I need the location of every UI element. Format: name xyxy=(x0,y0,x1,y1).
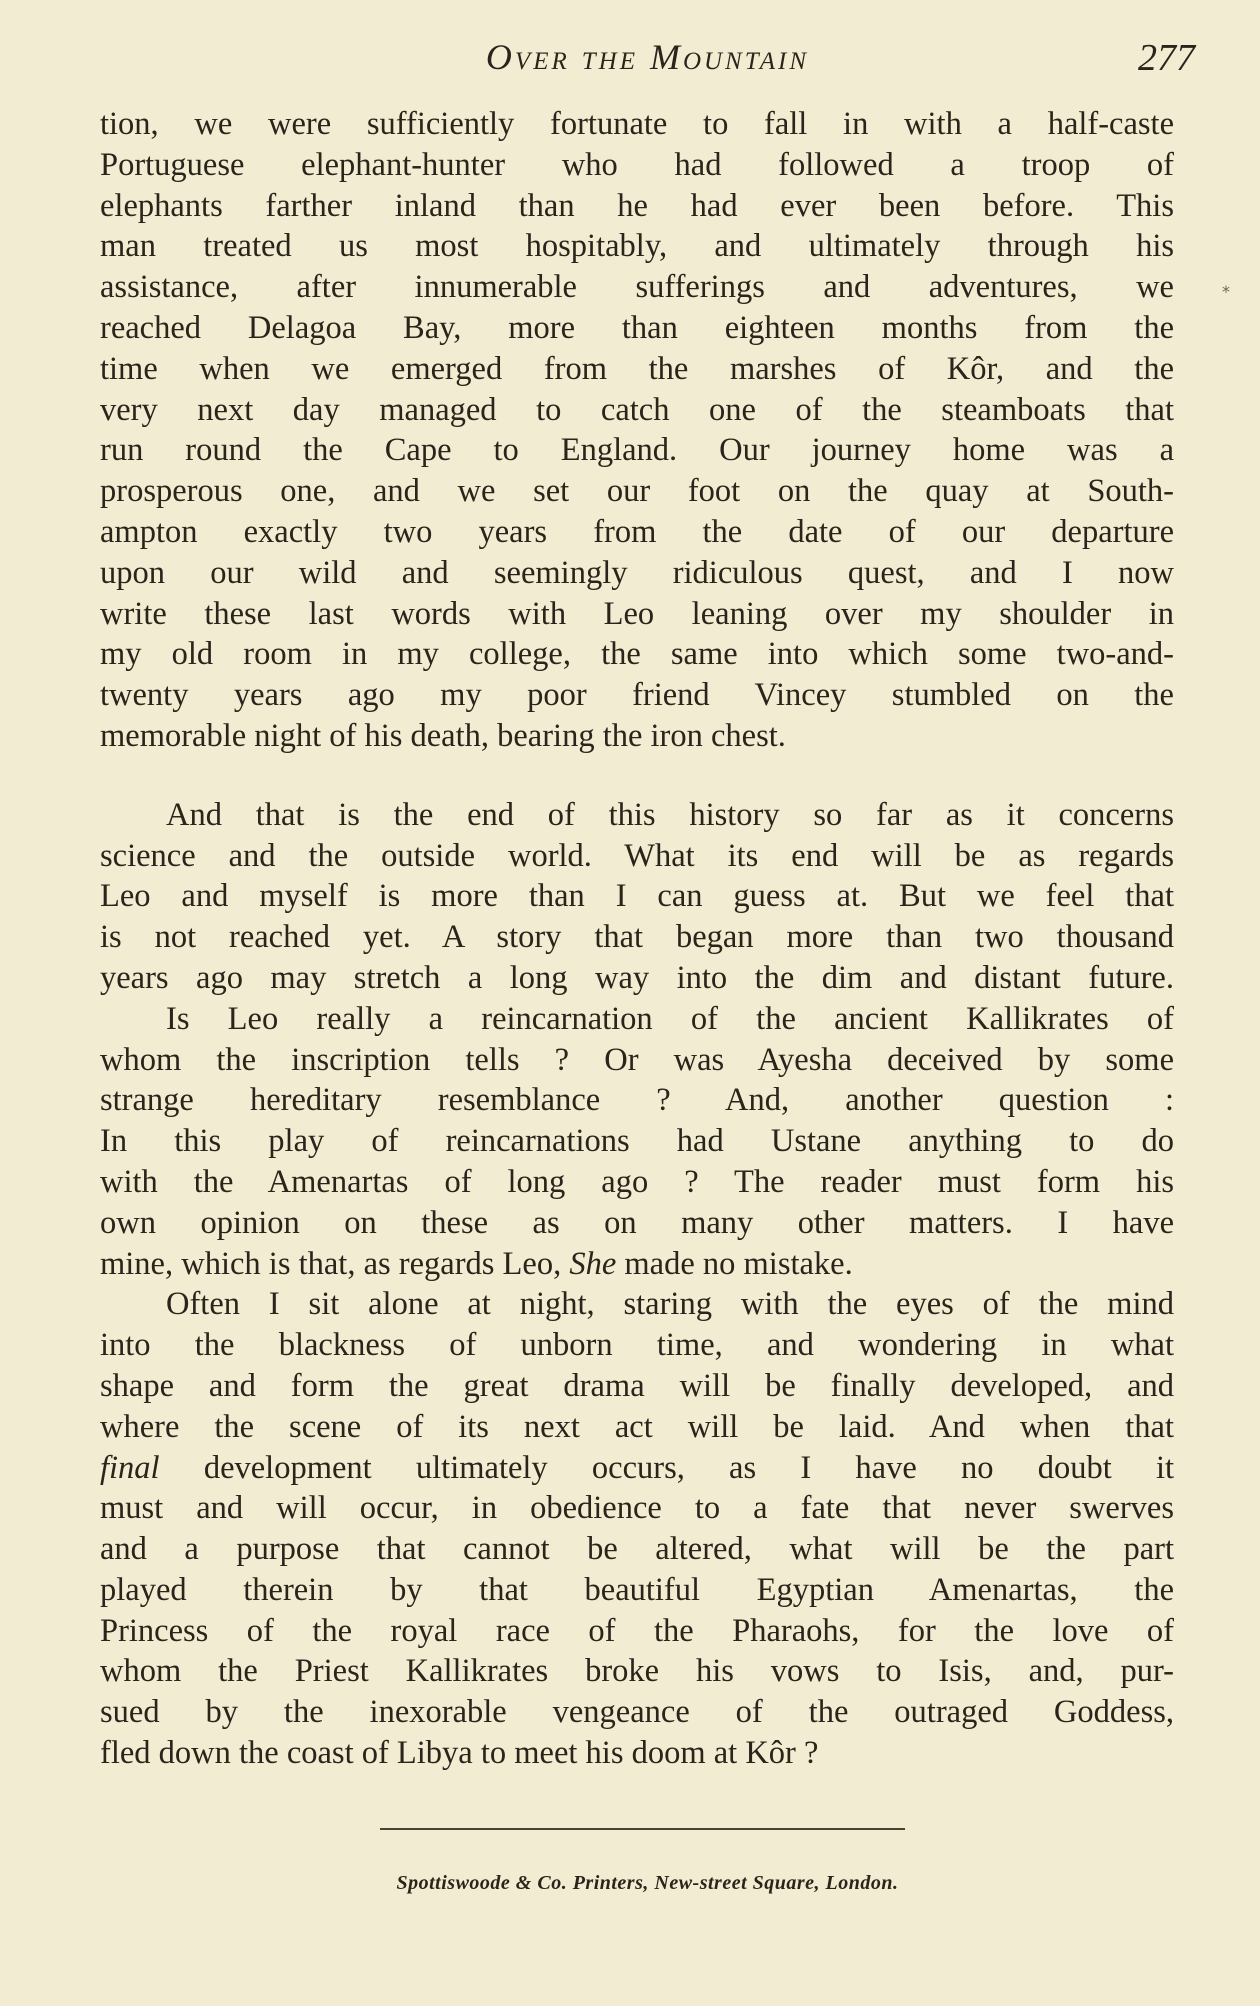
printer-imprint: Spottiswoode & Co. Printers, New-street Square, London. xyxy=(396,1872,899,1894)
text-line: and a purpose that cannot be altered, what will be the part xyxy=(100,1531,1174,1568)
text-line: upon our wild and seemingly ridiculous quest, and I now xyxy=(100,554,1174,591)
text-line: prosperous one, and we set our foot on the quay at South- xyxy=(100,473,1174,510)
text-line: Is Leo really a reincarnation of the ancient Kallikrates of xyxy=(166,1000,1174,1037)
text-line: final development ultimately occurs, as I have no doubt it xyxy=(100,1449,1174,1486)
text-line: is not reached yet. A story that began more than two thousand xyxy=(100,919,1174,956)
text-line: years ago may stretch a long way into the dim and distant future. xyxy=(100,959,1174,996)
text-line: own opinion on these as on many other matters. I have xyxy=(100,1204,1174,1241)
running-head xyxy=(100,36,1195,96)
text-line: science and the outside world. What its end will be as regards xyxy=(100,837,1174,874)
text-line: Leo and myself is more than I can guess at. But we feel that xyxy=(100,878,1174,915)
text-line: Portuguese elephant-hunter who had followed a troop of xyxy=(100,146,1174,183)
text-line: where the scene of its next act will be laid. And when that xyxy=(100,1408,1174,1445)
text-line: elephants farther inland than he had ever been before. This xyxy=(100,187,1174,224)
text-line: write these last words with Leo leaning over my shoulder in xyxy=(100,595,1174,632)
text-line: whom the Priest Kallikrates broke his vows to Isis, and, pur- xyxy=(100,1653,1174,1690)
text-line: sued by the inexorable vengeance of the outraged Goddess, xyxy=(100,1694,1174,1731)
text-line: my old room in my college, the same into which some two-and- xyxy=(100,636,1174,673)
text-line: mine, which is that, as regards Leo, She made no mistake. xyxy=(100,1245,853,1282)
text-line: In this play of reincarnations had Ustane anything to do xyxy=(100,1123,1174,1160)
text-line: strange hereditary resemblance ? And, another question : xyxy=(100,1082,1174,1119)
running-title: Over the Mountain xyxy=(485,37,810,77)
text-line: tion, we were sufficiently fortunate to fall in with a half-caste xyxy=(100,106,1174,142)
text-line: very next day managed to catch one of the steamboats that xyxy=(100,391,1174,428)
text-line: memorable night of his death, bearing the iron chest. xyxy=(100,717,786,754)
text-line: Princess of the royal race of the Pharaohs, for the love of xyxy=(100,1612,1174,1649)
text-line: ampton exactly two years from the date of our departure xyxy=(100,513,1174,550)
text-line: run round the Cape to England. Our journey home was a xyxy=(100,432,1174,469)
text-line: must and will occur, in obedience to a fate that never swerves xyxy=(100,1490,1174,1527)
text-line: time when we emerged from the marshes of Kôr, and the xyxy=(100,350,1174,387)
text-line: played therein by that beautiful Egyptian Amenartas, the xyxy=(100,1571,1174,1608)
text-line: fled down the coast of Libya to meet his doom at Kôr ? xyxy=(100,1735,819,1772)
body-text xyxy=(100,104,1174,1774)
text-line: whom the inscription tells ? Or was Ayesha deceived by some xyxy=(100,1041,1174,1078)
footer-rule xyxy=(380,1828,905,1830)
page-number: 277 xyxy=(1138,37,1195,79)
text-line: with the Amenartas of long ago ? The reader must form his xyxy=(100,1163,1174,1200)
text-line: assistance, after innumerable sufferings and adventures, we xyxy=(100,269,1174,306)
text-line: reached Delagoa Bay, more than eighteen months from the xyxy=(100,309,1174,346)
text-line: shape and form the great drama will be finally developed, and xyxy=(100,1367,1174,1404)
text-line: Often I sit alone at night, staring with the eyes of the mind xyxy=(166,1286,1174,1323)
text-line: twenty years ago my poor friend Vincey stumbled on the xyxy=(100,677,1174,714)
text-line: And that is the end of this history so far as it concerns xyxy=(166,796,1174,833)
margin-mark: * xyxy=(1222,282,1230,301)
text-line: man treated us most hospitably, and ultimately through his xyxy=(100,228,1174,265)
text-line: into the blackness of unborn time, and wondering in what xyxy=(100,1327,1174,1364)
